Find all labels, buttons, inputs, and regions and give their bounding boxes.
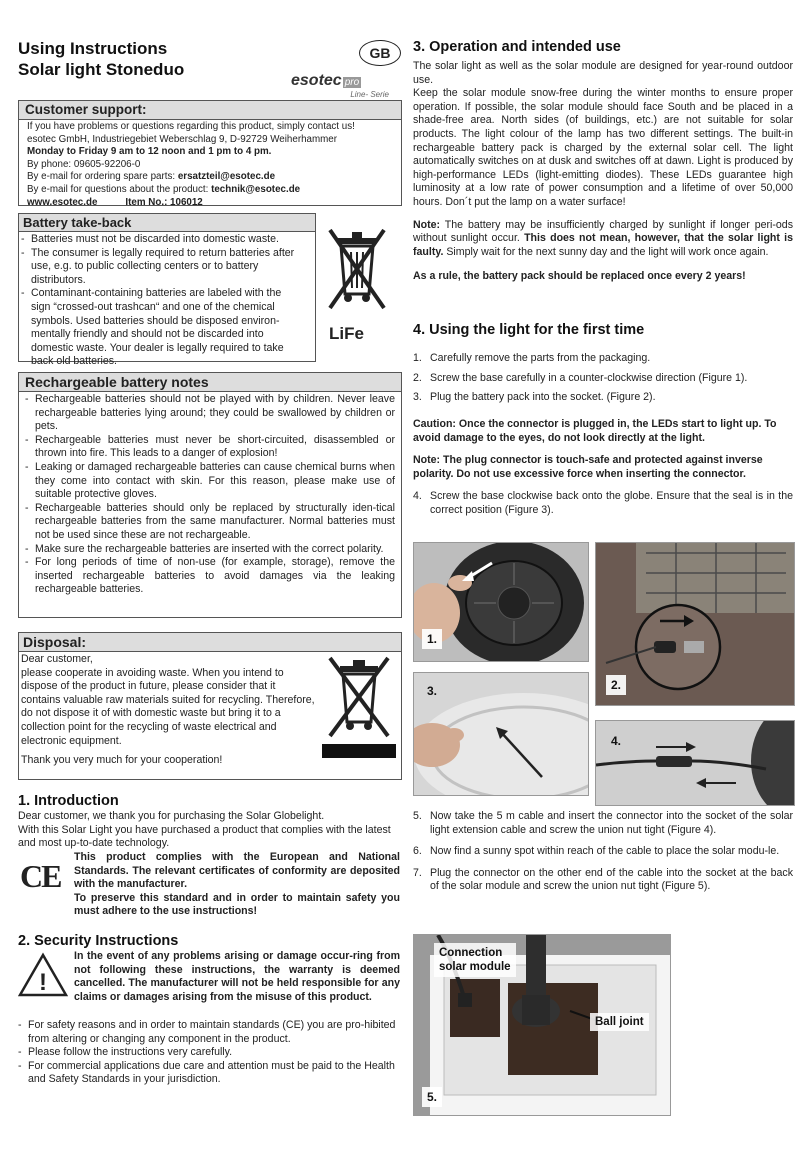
operation-note: Note: The battery may be insufficiently charged by sunlight if longer peri-ods without sunlight occur. This does not mean, however, that the solar light is faulty. Simply wait for the next sunny day and the light will work once again. [413, 218, 793, 258]
list-item: - Leaking or damaged rechargeable batteries can cause chemical burns when they come into contact with skin. For this reason, please make use of suitable protective gloves. [25, 461, 395, 502]
figure-2-photo [595, 542, 795, 706]
rechargeable-notes-box [18, 372, 402, 618]
list-item: - Rechargeable batteries must never be short-circuited, disassembled or thrown into fire. This leads to a danger of explosion! [25, 434, 395, 461]
disposal-greeting: Dear customer, [21, 653, 93, 665]
list-item: - Rechargeable batteries should not be played with by children. Never leave rechargeable batteries lying around; they could be swallowed by children or pets. [25, 393, 395, 434]
step-4 [413, 490, 793, 517]
spare-parts-email[interactable]: ersatzteil@esotec.de [177, 171, 276, 183]
figure-3-photo [413, 672, 589, 796]
list-item: - Contaminant-containing batteries are labeled with the sign “crossed-out trashcan“ and one of the chemical symbols. Used batteries should be disposed environ-mentally friendly and should not be discarded into domestic waste. Your dealer is legally required to take back old batteries. [21, 287, 301, 369]
title-line-1: Using Instructions [18, 39, 168, 58]
figure-1-photo [413, 542, 589, 662]
brand-name: esotec [291, 72, 342, 89]
list-item: 3. Plug the battery pack into the socket. (Figure 2). [413, 391, 656, 404]
figure-4-label: 4. [611, 734, 622, 748]
warning-triangle-icon [18, 952, 68, 998]
support-website-item [27, 197, 393, 210]
customer-support-heading: Customer support: [25, 102, 147, 117]
ce-safety-text: To preserve this standard and in order to maintain safety you must adhere to the use instructions! [74, 891, 400, 918]
figure-1-label: 1. [422, 629, 442, 649]
disposal-thanks: Thank you very much for your cooperation! [21, 754, 223, 767]
list-item: - Rechargeable batteries should only be replaced by structurally iden-tical rechargeable batteries from the same manufacturer. Normal batteries must not be used since these are not rechargeable. [25, 502, 395, 543]
operation-heading: 3. Operation and intended use [413, 39, 621, 55]
brand-suffix: pro [344, 77, 360, 88]
document-title [18, 38, 184, 80]
first-time-steps [413, 352, 793, 405]
list-item: 5. Now take the 5 m cable and insert the connector into the socket of the solar light extension cable and screw the union nut tight (Figure 4). [413, 810, 793, 836]
security-list [18, 1019, 400, 1087]
battery-takeback-box [18, 213, 316, 368]
battery-takeback-list [19, 232, 305, 369]
list-item: - Make sure the rechargeable batteries are inserted with the correct polarity. [25, 543, 395, 557]
product-email[interactable]: technik@esotec.de [211, 183, 301, 195]
battery-takeback-heading: Battery take-back [23, 215, 132, 230]
operation-paragraph-2: Keep the solar module snow-free during the winter months to ensure proper operation. If possible, the solar module should face South and be placed in a shade-free area. North sides (of buildings, etc.) are not suitable for solar products. The light colour of the lamp has two different settings. The built-in rechargeable battery pack is charged by the external solar cell. The light automatically switches on at dusk and switches off at dawn. Light is produced by high-performance LEDs (light-emitting diodes). These LEDs guarantee high luminosity at a low rate of power consumption and a lifetime of over 50,000 hours. Don´t put the lamp on a water surface! [413, 87, 793, 208]
figure-3-label: 3. [427, 684, 438, 698]
support-intro: If you have problems or questions regarding this product, simply contact us! [27, 121, 355, 132]
disposal-body: please cooperate in avoiding waste. When you intend to dispose of the product in future, please consider that it contains valuable raw materials suited for recycling. Therefore, do not dispose it of with domestic waste but bring it to a collection point for the recycling of waste electrical and electronic equipment. [21, 666, 315, 747]
brand-logo [291, 72, 401, 99]
brand-line: Line- Serie [350, 90, 389, 99]
item-number: Item No.: 106012 [125, 196, 203, 208]
figure-5-photo [413, 934, 671, 1116]
list-item: - The consumer is legally required to return batteries after use, e.g. to public collecting centers or to battery distributors. [21, 247, 301, 288]
support-hours: Monday to Friday 9 am to 12 noon and 1 pm to 4 pm. [27, 146, 272, 158]
title-line-2: Solar light Stoneduo [18, 60, 185, 79]
list-item: 1. Carefully remove the parts from the packaging. [413, 352, 651, 364]
list-item: - Please follow the instructions very carefully. [18, 1046, 400, 1060]
customer-support-box [18, 100, 402, 206]
caution-text: Caution: Once the connector is plugged in, the LEDs start to light up. To avoid damage to the eyes, do not look directly at the light. [413, 418, 777, 444]
weee-trashcan-icon [322, 652, 396, 762]
ce-conformity-text: This product complies with the European and National Standards. The relevant certificates of conformity are deposited with the manufacturer. [74, 851, 400, 891]
ball-joint-label: Ball joint [590, 1013, 649, 1031]
support-product-questions: By e-mail for questions about the product: technik@esotec.de [27, 183, 301, 195]
ce-mark-icon: CE [20, 858, 61, 894]
figure-2-label: 2. [606, 675, 626, 695]
support-address: esotec GmbH, Industriegebiet Weberschlag 9, D-92729 Weiherhammer [27, 133, 338, 145]
disposal-heading: Disposal: [23, 634, 87, 650]
support-spare-parts: By e-mail for ordering spare parts: ersatzteil@esotec.de [27, 171, 276, 183]
intro-paragraph-2: With this Solar Light you have purchased a product that complies with the latest and most up-to-date technology. [18, 823, 391, 850]
website-link[interactable]: www.esotec.de [27, 196, 98, 208]
warranty-warning: In the event of any problems arising or damage occur-ring from not following these instructions, the warranty is deemed cancelled. The manufacturer will not be held responsible for any claims or damages arising from the misuse of this product. [74, 950, 400, 1003]
list-item: 7. Plug the connector on the other end of the cable into the socket at the back of the solar module and screw the union nut tight (Figure 5). [413, 866, 793, 893]
connection-solar-module-label: Connection solar module [434, 943, 516, 977]
security-heading: 2. Security Instructions [18, 933, 179, 949]
list-item: - For long periods of time of non-use (for example, storage), remove the inserted rechargeable batteries to avoid damages via the leaking rechargeable batteries. [25, 556, 395, 597]
list-item: - Batteries must not be discarded into domestic waste. [21, 233, 301, 247]
intro-paragraph-1: Dear customer, we thank you for purchasing the Solar Globelight. [18, 810, 325, 822]
steps-5-to-7 [413, 810, 793, 894]
warning-symbol: ! [39, 969, 47, 996]
rechargeable-notes-heading: Rechargeable battery notes [25, 374, 209, 390]
first-time-heading: 4. Using the light for the first time [413, 322, 645, 338]
crossed-trashcan-icon [322, 226, 392, 316]
figure-5-label: 5. [422, 1087, 442, 1107]
connector-note: Note: The plug connector is touch-safe and protected against inverse polarity. Do not use excessive force when inserting the connector. [413, 454, 763, 480]
list-item: 6. Now find a sunny spot within reach of the cable to place the solar modu-le. [413, 845, 780, 858]
list-item: 2. Screw the base carefully in a counter-clockwise direction (Figure 1). [413, 371, 748, 384]
rechargeable-notes-list [19, 392, 401, 597]
country-code-badge: GB [359, 40, 401, 66]
list-item: - For commercial applications due care and attention must be paid to the Health and Safety Standards in your jurisdiction. [18, 1060, 400, 1087]
battery-replacement-rule: As a rule, the battery pack should be replaced once every 2 years! [413, 270, 746, 283]
support-phone: By phone: 09605-92206-0 [27, 158, 141, 170]
figure-4-photo [595, 720, 795, 806]
operation-paragraph-1: The solar light as well as the solar module are designed for year-round outdoor use. [413, 60, 793, 86]
introduction-heading: 1. Introduction [18, 793, 119, 809]
list-item: 4. Screw the base clockwise back onto the globe. Ensure that the seal is in the correct position (Figure 3). [413, 490, 793, 516]
list-item: - For safety reasons and in order to maintain standards (CE) you are pro-hibited from altering or changing any component in the product. [18, 1019, 400, 1046]
chemical-symbol: LiFe [329, 324, 364, 343]
